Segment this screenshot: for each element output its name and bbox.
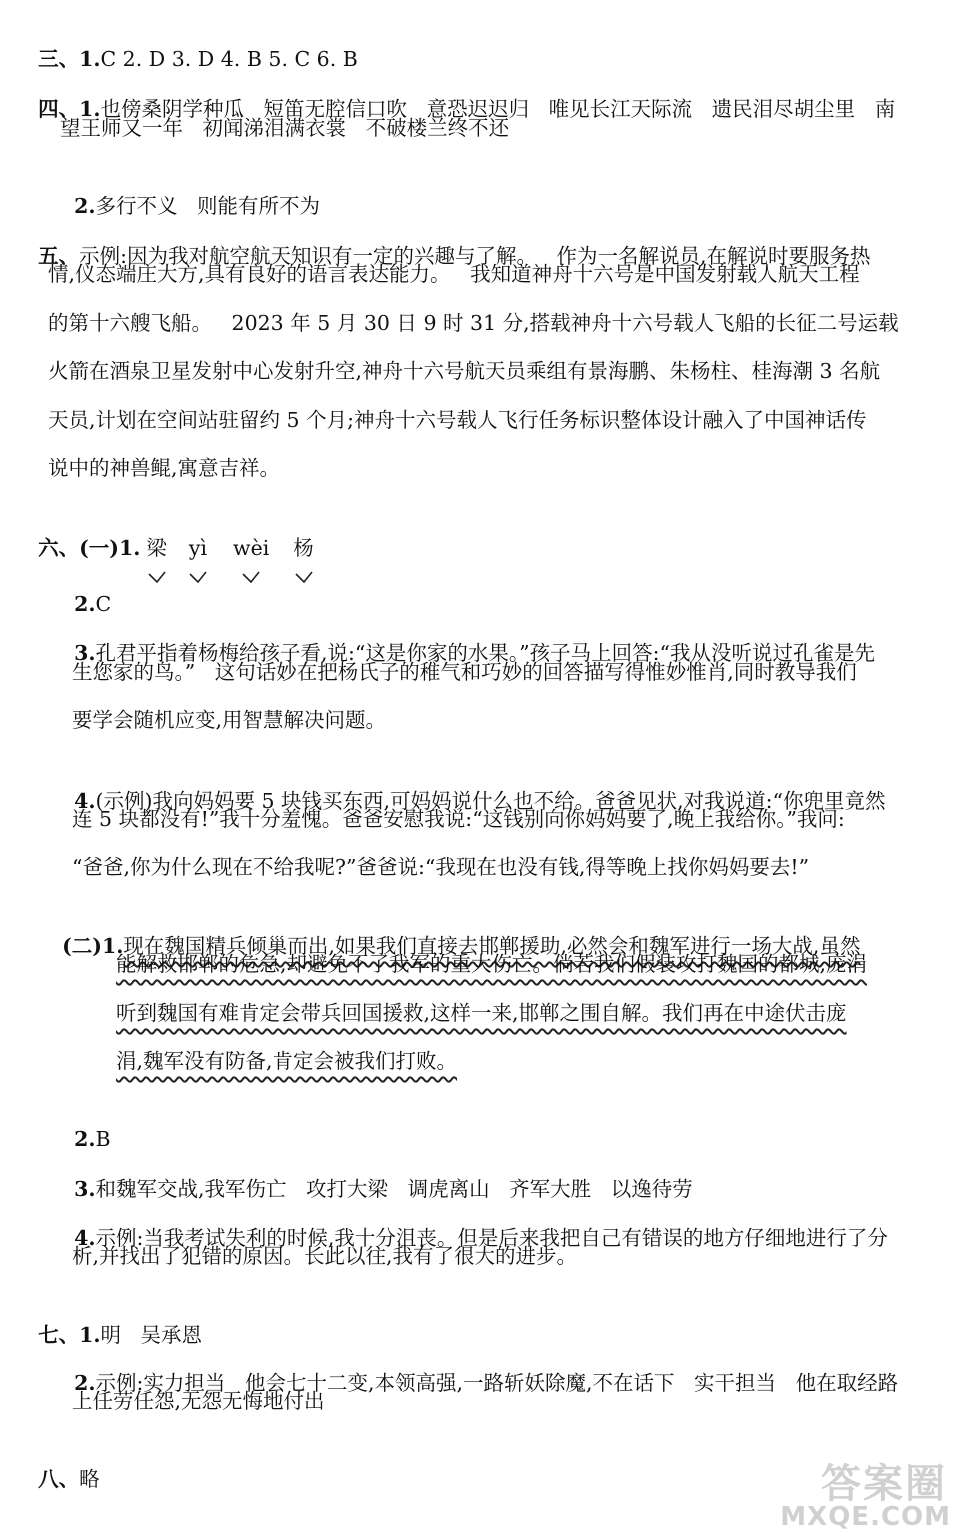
section-4-q2: 2.多行不义 则能有所不为 xyxy=(74,194,321,218)
section-6-part2-q4-line2: 析,并找出了犯错的原因。长此以往,我有了很大的进步。 xyxy=(72,1244,578,1268)
section-6-part2-q2: 2.B xyxy=(74,1127,111,1151)
check-mark-icon xyxy=(189,571,207,583)
section-6-part2-q1-line4: 涓,魏军没有防备,肯定会被我们打败。 xyxy=(116,1049,458,1073)
section-6-part2-q1-line1: (二)1.现在魏国精兵倾巢而出,如果我们直接去邯郸援助,必然会和魏军进行一场大战,虽然 xyxy=(62,934,861,958)
section-7-q1: 七、1.明 吴承恩 xyxy=(38,1323,203,1347)
check-mark-icon xyxy=(295,571,313,583)
section-6-q4-line1: 4.(示例)我向妈妈要 5 块钱买东西,可妈妈说什么也不给。爸爸见状,对我说道:“你兜里竟然 xyxy=(74,789,886,813)
section-6-label: 六、(一)1. xyxy=(38,536,141,560)
section-5-label: 五、 xyxy=(38,244,80,268)
section-6-q4-line2: 连 5 块都没有!”我十分羞愧。爸爸安慰我说:“这钱别向你妈妈要了,晚上我给你。”我问: xyxy=(72,807,845,831)
check-mark-icon xyxy=(148,571,166,583)
section-4-q1-line1: 四、1.也傍桑阴学种瓜 短笛无腔信口吹 意恐迟迟归 唯见长江天际流 遗民泪尽胡尘里 南 xyxy=(38,97,896,121)
marked-char-3: wèi xyxy=(233,533,269,563)
section-5-line2: 情,仪态端庄大方,具有良好的语言表达能力。 我知道神舟十六号是中国发射载人航天工程 xyxy=(48,262,860,286)
section-6-part2-q4-line1: 4.示例:当我考试失利的时候,我十分沮丧。但是后来我把自己有错误的地方仔细地进行了分 xyxy=(74,1226,888,1250)
section-8-label: 八、 xyxy=(38,1467,80,1491)
section-7-q2-line2: 上任劳任怨,无怨无悔地付出 xyxy=(72,1389,325,1413)
section-5-line6: 说中的神兽鲲,寓意吉祥。 xyxy=(48,456,281,480)
watermark-logo xyxy=(777,1452,957,1532)
section-4-label: 四、1. xyxy=(38,97,101,121)
section-6-q4-line3: “爸爸,你为什么现在不给我呢?”爸爸说:“我现在也没有钱,得等晚上找你妈妈要去!” xyxy=(72,855,810,879)
section-6-q3-line3: 要学会随机应变,用智慧解决问题。 xyxy=(72,708,387,732)
part-2-label: (二)1. xyxy=(62,934,124,958)
section-6-q2: 2.C xyxy=(74,592,112,616)
section-8: 八、略 xyxy=(38,1467,100,1491)
section-6-q3-line2: 生您家的鸟。” 这句话妙在把杨氏子的稚气和巧妙的回答描写得惟妙惟肖,同时教导我们 xyxy=(72,660,857,684)
section-7-label: 七、1. xyxy=(38,1323,101,1347)
section-5-line5: 天员,计划在空间站驻留约 5 个月;神舟十六号载人飞行任务标识整体设计融入了中国神话传 xyxy=(48,408,867,432)
section-6-q3-line1: 3.孔君平指着杨梅给孩子看,说:“这是你家的水果。”孩子马上回答:“我从没听说过孔雀是先 xyxy=(74,641,876,665)
section-5-line4: 火箭在酒泉卫星发射中心发射升空,神舟十六号航天员乘组有景海鹏、朱杨柱、桂海潮 3 名航 xyxy=(48,359,881,383)
marked-char-1: 梁 xyxy=(146,533,167,563)
marked-char-2: yì xyxy=(189,533,207,563)
marked-char-4: 杨 xyxy=(293,533,314,563)
check-mark-icon xyxy=(242,571,260,583)
section-7-q2-line1: 2.示例:实力担当 他会七十二变,本领高强,一路斩妖除魔,不在话下 实干担当 他在取经路 xyxy=(74,1371,899,1395)
section-4-q1-line2: 望王师又一年 初闻涕泪满衣裳 不破楼兰终不还 xyxy=(60,116,510,140)
watermark-url: MXQE.COM xyxy=(780,1502,951,1532)
section-6-part2-q1-line2: 能解救邯郸的危急,却避免不了我军的重大伤亡。倘若我们假装攻打魏国的都城,庞涓 xyxy=(116,952,868,976)
section-5-line3: 的第十六艘飞船。 2023 年 5 月 30 日 9 时 31 分,搭载神舟十六号载人飞船的长征二号运载 xyxy=(48,311,899,335)
section-5-line1: 五、示例:因为我对航空航天知识有一定的兴趣与了解。 作为一名解说员,在解说时要服务热 xyxy=(38,244,871,268)
watermark-title: 答案圈 xyxy=(821,1461,947,1507)
section-6-part2-q1-line3: 听到魏国有难肯定会带兵回国援救,这样一来,邯郸之围自解。我们再在中途伏击庞 xyxy=(116,1001,847,1025)
section-3-label: 三、1. xyxy=(38,47,101,71)
section-3-answers: C 2. D 3. D 4. B 5. C 6. B xyxy=(100,47,358,71)
section-6-part2-q3: 3.和魏军交战,我军伤亡 攻打大梁 调虎离山 齐军大胜 以逸待劳 xyxy=(74,1177,693,1201)
